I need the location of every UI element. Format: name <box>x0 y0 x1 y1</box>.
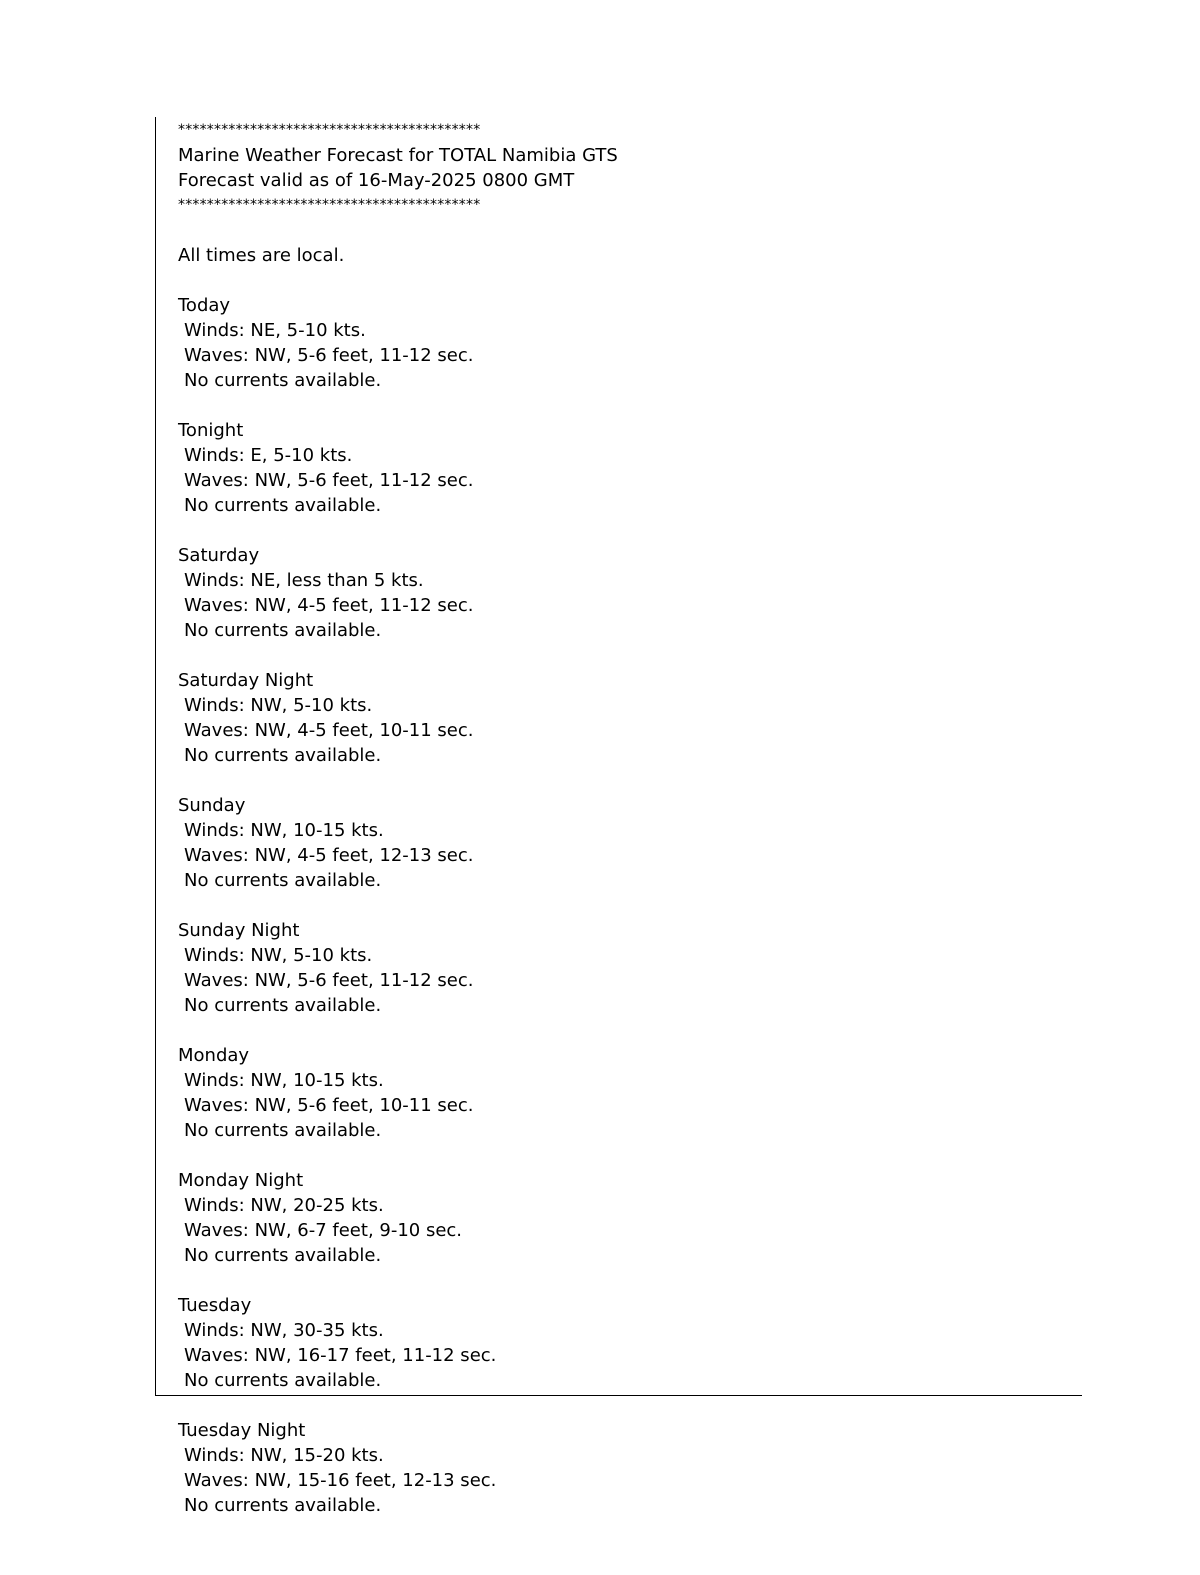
period-currents: No currents available. <box>184 1370 382 1391</box>
period-winds: Winds: NW, 5-10 kts. <box>184 945 373 966</box>
period-currents: No currents available. <box>184 620 382 641</box>
period-currents: No currents available. <box>184 870 382 891</box>
period-winds: Winds: NW, 10-15 kts. <box>184 1070 384 1091</box>
period-name: Monday Night <box>178 1170 304 1191</box>
period-name: Saturday Night <box>178 670 314 691</box>
period-currents: No currents available. <box>184 370 382 391</box>
period-waves: Waves: NW, 5-6 feet, 11-12 sec. <box>184 345 474 366</box>
stars-divider-top: ****************************************** <box>178 122 481 138</box>
period-block <box>178 1418 1058 1518</box>
period-name: Sunday Night <box>178 920 300 941</box>
period-waves: Waves: NW, 6-7 feet, 9-10 sec. <box>184 1220 463 1241</box>
period-name: Tuesday Night <box>178 1420 306 1441</box>
period-winds: Winds: NW, 15-20 kts. <box>184 1445 384 1466</box>
period-winds: Winds: NE, less than 5 kts. <box>184 570 424 591</box>
period-block <box>178 418 1058 543</box>
period-currents: No currents available. <box>184 995 382 1016</box>
period-waves: Waves: NW, 16-17 feet, 11-12 sec. <box>184 1345 497 1366</box>
period-waves: Waves: NW, 15-16 feet, 12-13 sec. <box>184 1470 497 1491</box>
period-block <box>178 543 1058 668</box>
period-winds: Winds: NW, 10-15 kts. <box>184 820 384 841</box>
period-winds: Winds: E, 5-10 kts. <box>184 445 353 466</box>
period-block <box>178 1043 1058 1168</box>
forecast-title: Marine Weather Forecast for TOTAL Namibia GTS <box>178 145 618 166</box>
times-note: All times are local. <box>178 245 345 266</box>
period-winds: Winds: NW, 20-25 kts. <box>184 1195 384 1216</box>
period-block <box>178 293 1058 418</box>
period-currents: No currents available. <box>184 1245 382 1266</box>
period-waves: Waves: NW, 5-6 feet, 11-12 sec. <box>184 470 474 491</box>
period-currents: No currents available. <box>184 745 382 766</box>
period-block <box>178 1293 1058 1418</box>
period-currents: No currents available. <box>184 495 382 516</box>
forecast-document <box>178 118 1058 1518</box>
period-block <box>178 668 1058 793</box>
period-waves: Waves: NW, 5-6 feet, 10-11 sec. <box>184 1095 474 1116</box>
period-name: Tonight <box>178 420 244 441</box>
period-block <box>178 1168 1058 1293</box>
period-currents: No currents available. <box>184 1495 382 1516</box>
forecast-valid-time: Forecast valid as of 16-May-2025 0800 GMT <box>178 170 575 191</box>
period-winds: Winds: NW, 5-10 kts. <box>184 695 373 716</box>
period-winds: Winds: NW, 30-35 kts. <box>184 1320 384 1341</box>
period-waves: Waves: NW, 5-6 feet, 11-12 sec. <box>184 970 474 991</box>
period-waves: Waves: NW, 4-5 feet, 11-12 sec. <box>184 595 474 616</box>
period-name: Monday <box>178 1045 250 1066</box>
stars-divider-bottom: ****************************************** <box>178 197 481 213</box>
period-currents: No currents available. <box>184 1120 382 1141</box>
period-block <box>178 918 1058 1043</box>
left-border-line <box>155 117 156 1396</box>
period-name: Saturday <box>178 545 260 566</box>
period-block <box>178 793 1058 918</box>
period-winds: Winds: NE, 5-10 kts. <box>184 320 366 341</box>
period-waves: Waves: NW, 4-5 feet, 10-11 sec. <box>184 720 474 741</box>
period-name: Sunday <box>178 795 246 816</box>
forecast-periods <box>178 293 1058 1518</box>
period-name: Today <box>178 295 231 316</box>
period-waves: Waves: NW, 4-5 feet, 12-13 sec. <box>184 845 474 866</box>
period-name: Tuesday <box>178 1295 252 1316</box>
